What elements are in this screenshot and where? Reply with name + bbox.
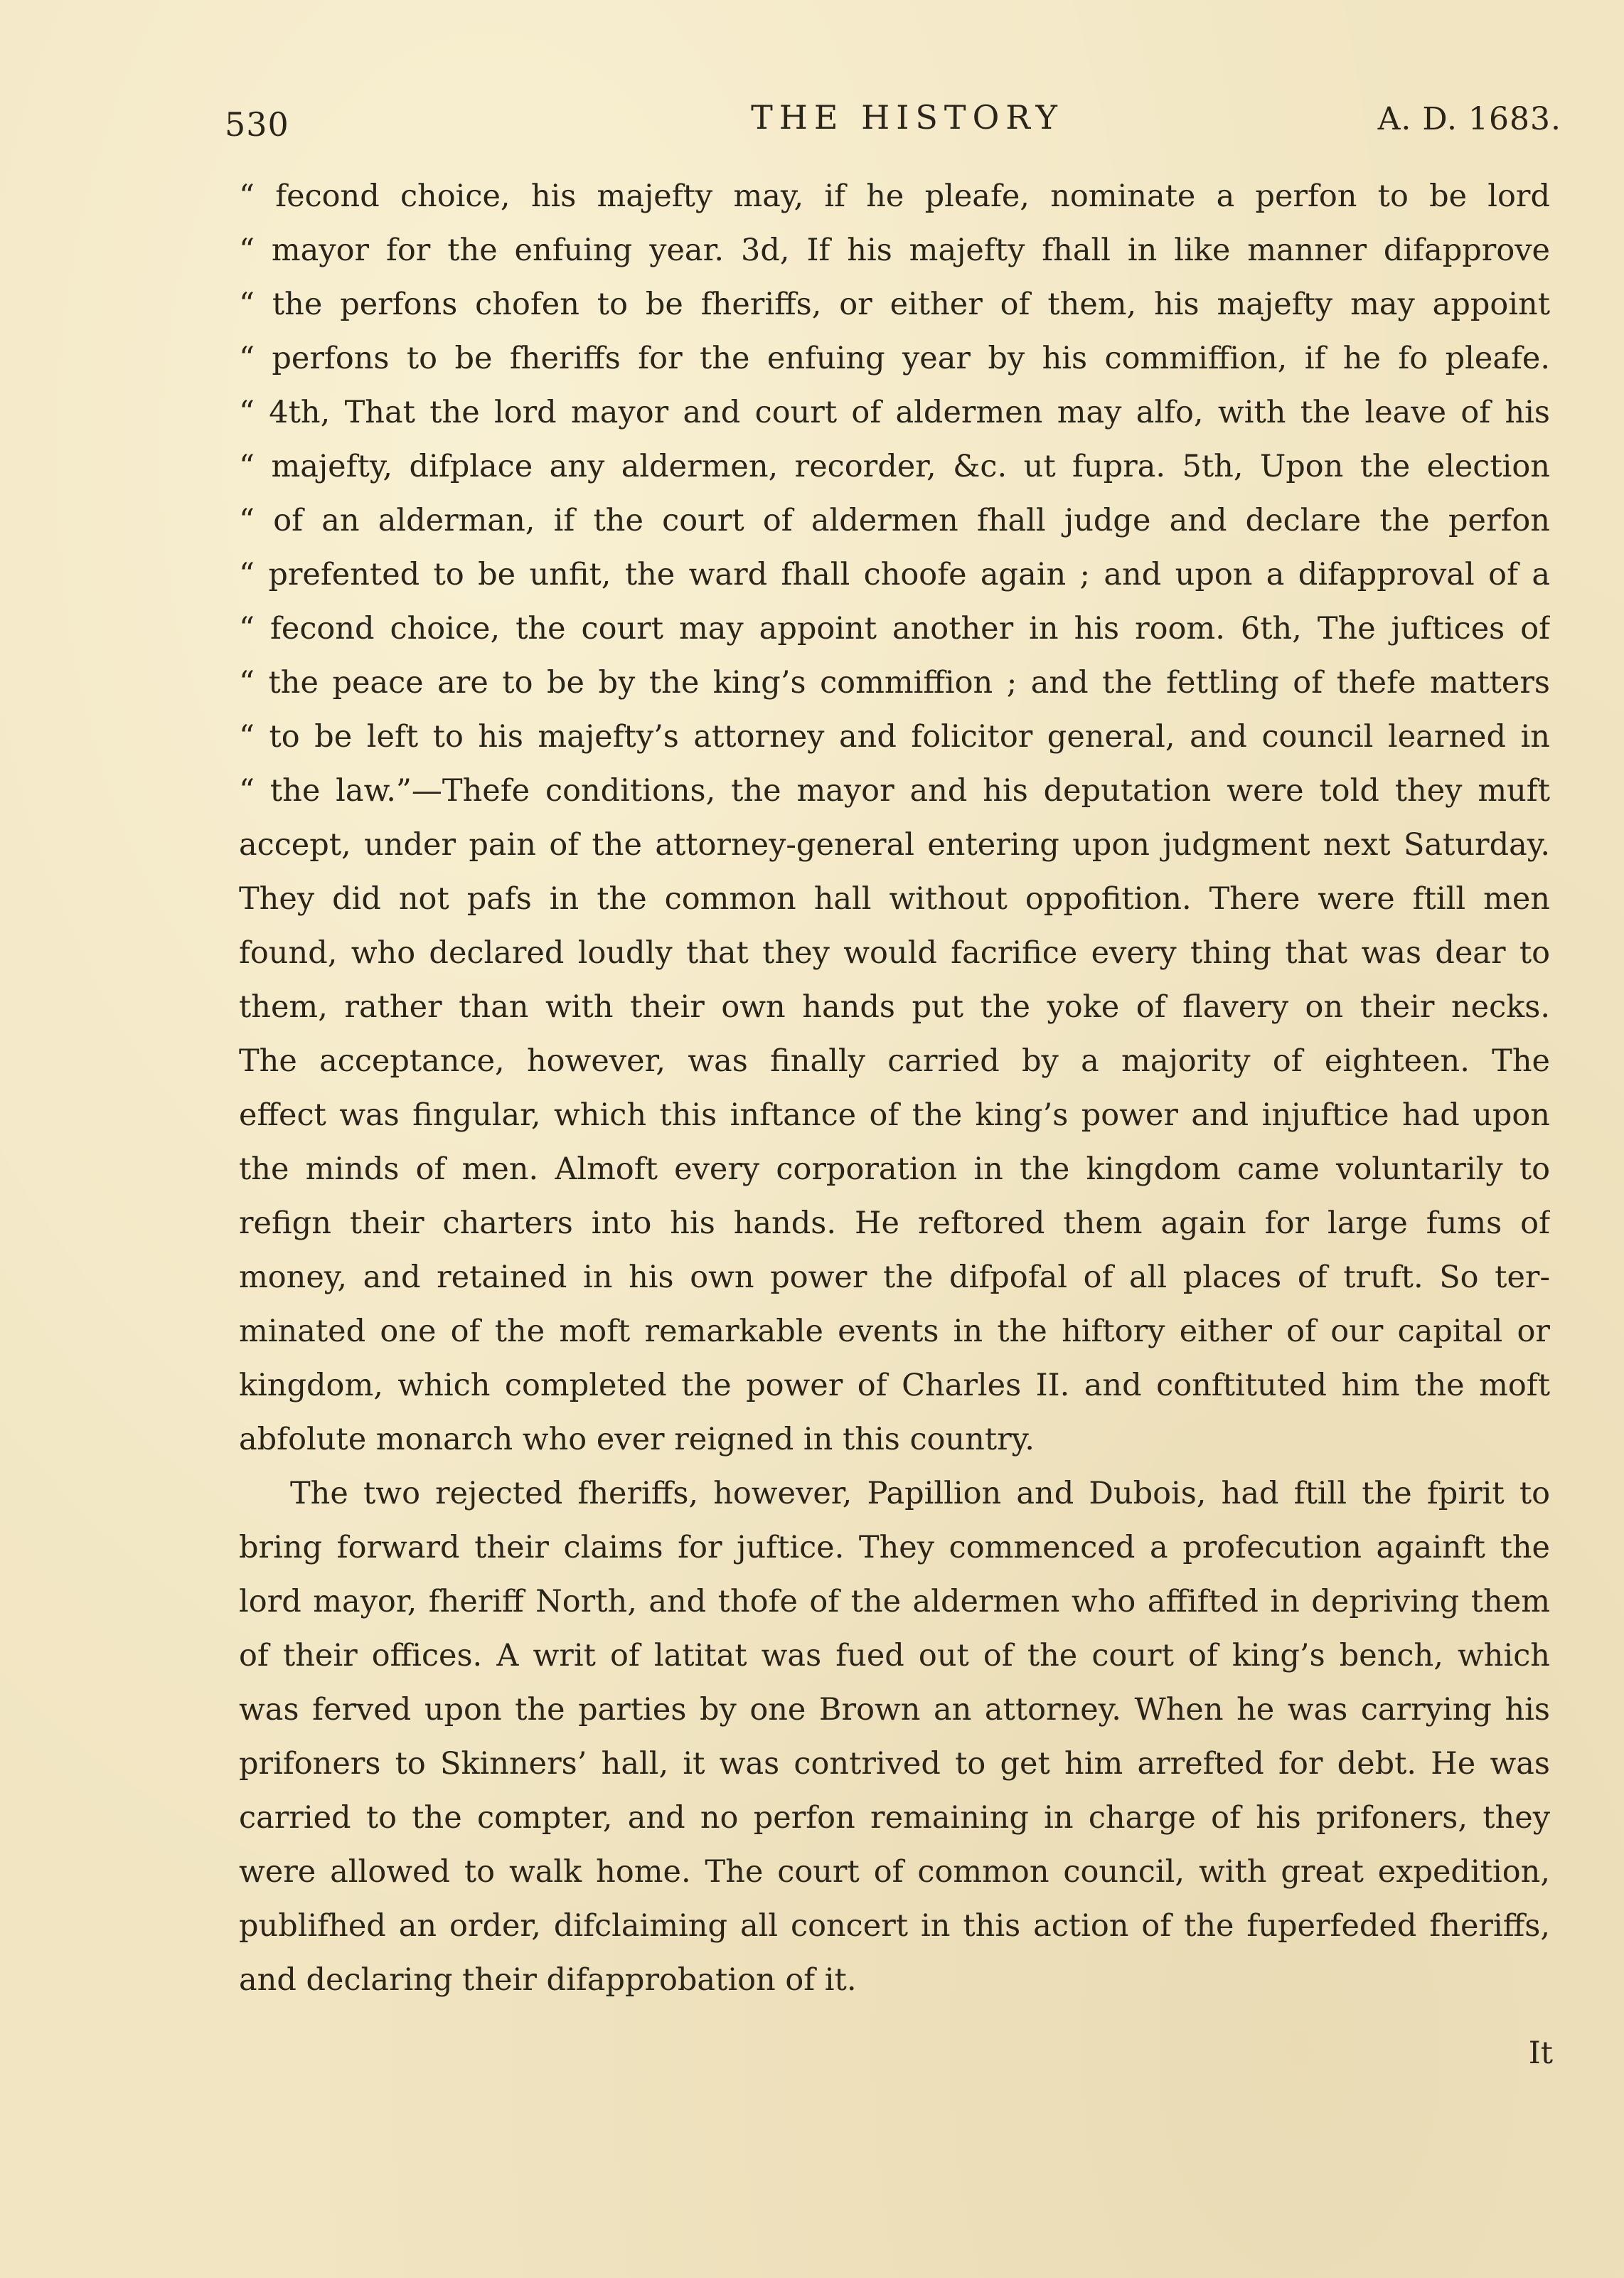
catchword: It [1528, 2035, 1553, 2071]
text-line: “ mayor for the enfuing year. 3d, If his majefty fhall in like manner difapprove [239, 233, 1550, 268]
text-line: and declaring their difapprobation of it. [239, 1962, 857, 1998]
text-line: was ferved upon the parties by one Brown an attorney. When he was carrying his [239, 1692, 1550, 1728]
text-line: were allowed to walk home. The court of common council, with great expedition, [239, 1854, 1550, 1890]
text-line: them, rather than with their own hands put the yoke of flavery on their necks. [239, 989, 1550, 1025]
text-line: minated one of the moft remarkable events in the hiftory either of our capital or [239, 1314, 1550, 1349]
text-line: publifhed an order, difclaiming all concert in this action of the fuperfeded fheriffs, [239, 1908, 1550, 1944]
text-line: “ the perfons chofen to be fheriffs, or either of them, his majefty may appoint [239, 287, 1550, 322]
text-line: bring forward their claims for juftice. They commenced a profecution againft the [239, 1530, 1550, 1565]
text-line: carried to the compter, and no perfon remaining in charge of his prifoners, they [239, 1800, 1550, 1836]
text-line: The two rejected fheriffs, however, Papillion and Dubois, had ftill the fpirit to [290, 1476, 1550, 1511]
text-line: found, who declared loudly that they would facrifice every thing that was dear to [239, 935, 1550, 971]
body-text [239, 169, 1550, 2007]
text-line: “ fecond choice, the court may appoint another in his room. 6th, The juftices of [239, 611, 1550, 646]
text-line: “ prefented to be unfit, the ward fhall choofe again ; and upon a difapproval of a [239, 557, 1550, 592]
running-head: THE HISTORY [751, 98, 1064, 137]
text-line: money, and retained in his own power the difpofal of all places of truft. So ter- [239, 1260, 1550, 1295]
text-line: lord mayor, fheriff North, and thofe of the aldermen who affifted in depriving them [239, 1584, 1550, 1619]
text-line: “ majefty, difplace any aldermen, recorder, &c. ut fupra. 5th, Upon the election [239, 449, 1550, 484]
text-line: refign their charters into his hands. He reftored them again for large fums of [239, 1205, 1550, 1241]
text-line: The acceptance, however, was finally carried by a majority of eighteen. The [239, 1043, 1550, 1079]
text-line: accept, under pain of the attorney-general entering upon judgment next Saturday. [239, 827, 1550, 863]
text-line: abfolute monarch who ever reigned in this country. [239, 1422, 1035, 1457]
text-line: They did not pafs in the common hall without oppofition. There were ftill men [239, 881, 1550, 917]
page-header [225, 98, 1561, 148]
year-marker: A. D. 1683. [1377, 101, 1561, 137]
text-line: “ fecond choice, his majefty may, if he pleafe, nominate a perfon to be lord [239, 179, 1550, 214]
text-line: “ 4th, That the lord mayor and court of aldermen may alfo, with the leave of his [239, 395, 1550, 430]
text-line: “ the law.”—Thefe conditions, the mayor and his deputation were told they muft [239, 773, 1550, 809]
page-number: 530 [225, 105, 289, 144]
text-line: “ perfons to be fheriffs for the enfuing year by his commiffion, if he fo pleafe. [239, 341, 1550, 376]
text-line: “ the peace are to be by the king’s commiffion ; and the fettling of thefe matters [239, 665, 1550, 701]
text-line: “ to be left to his majefty’s attorney and folicitor general, and council learned in [239, 719, 1550, 755]
text-line: effect was fingular, which this inftance of the king’s power and injuftice had upon [239, 1097, 1550, 1133]
text-line: prifoners to Skinners’ hall, it was contrived to get him arrefted for debt. He was [239, 1746, 1550, 1782]
text-line: kingdom, which completed the power of Charles II. and conftituted him the moft [239, 1368, 1550, 1403]
text-line: “ of an alderman, if the court of aldermen fhall judge and declare the perfon [239, 503, 1550, 538]
text-line: of their offices. A writ of latitat was fued out of the court of king’s bench, which [239, 1638, 1550, 1673]
text-line: the minds of men. Almoft every corporation in the kingdom came voluntarily to [239, 1151, 1550, 1187]
